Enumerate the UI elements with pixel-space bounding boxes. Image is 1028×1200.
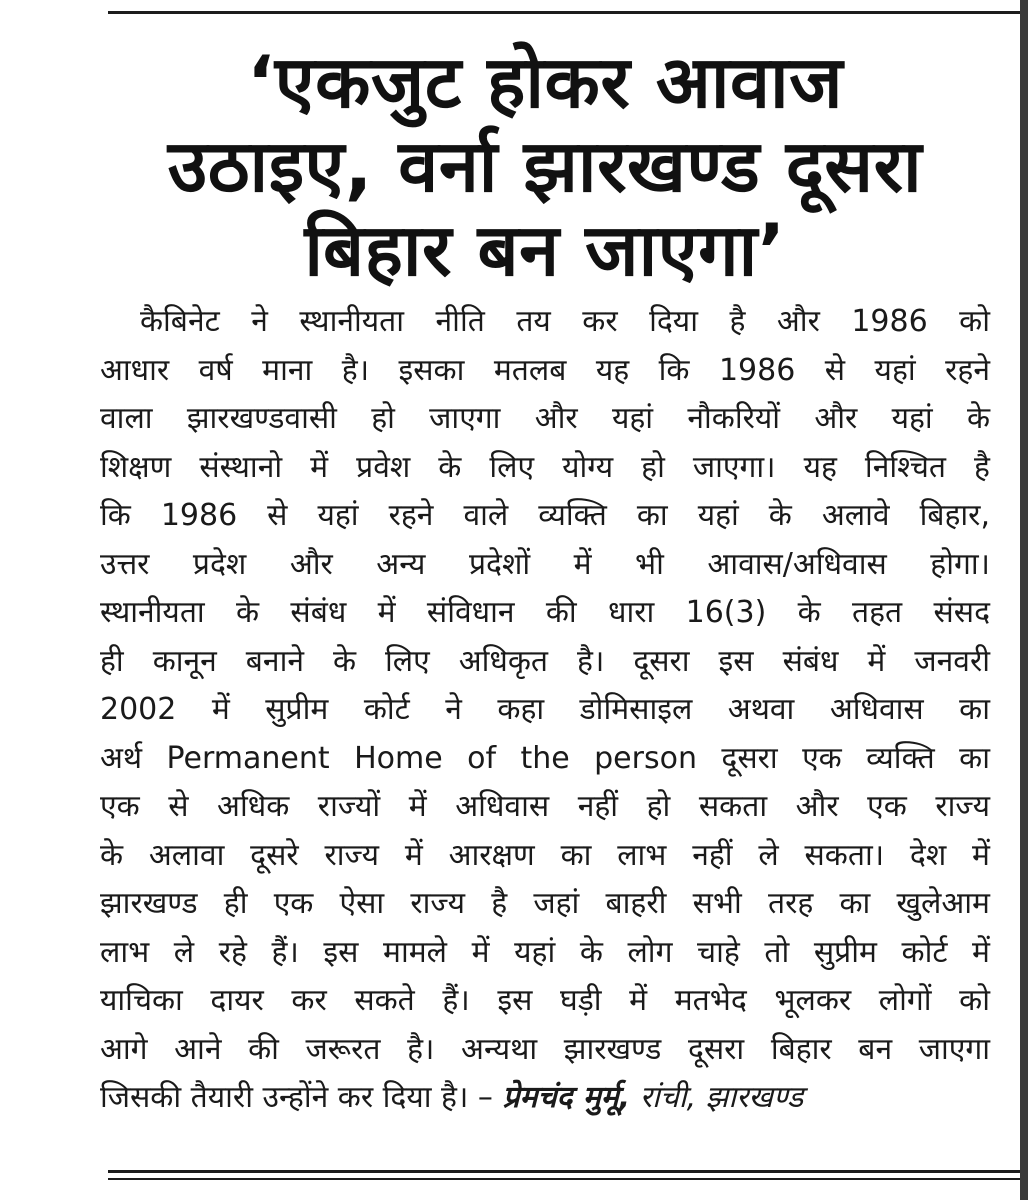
body-line: झारखण्ड ही एक ऐसा राज्य है जहां बाहरी सभी तरह का खुलेआम <box>100 886 990 921</box>
body-line: लाभ ले रहे हैं। इस मामले में यहां के लोग चाहे तो सुप्रीम कोर्ट में <box>100 934 990 970</box>
bottom-rule <box>108 1170 1020 1180</box>
body-line: स्थानीयता के संबंध में संविधान की धारा 16(3) के तहत संसद <box>100 595 990 630</box>
page-edge <box>1020 0 1028 1200</box>
body-line: वाला झारखण्डवासी हो जाएगा और यहां नौकरियों और यहां के <box>100 401 990 436</box>
byline-author: प्रेमचंद मुर्मू, <box>502 1080 631 1115</box>
body-line: के अलावा दूसरे राज्य में आरक्षण का लाभ नहीं ले सकता। देश में <box>100 837 990 873</box>
body-line: कि 1986 से यहां रहने वाले व्यक्ति का यहां के अलावे बिहार, <box>100 498 990 533</box>
body-line: आगे आने की जरूरत है। अन्यथा झारखण्ड दूसरा बिहार बन जाएगा <box>100 1031 990 1067</box>
article-body <box>100 298 990 1123</box>
body-final-text: जिसकी तैयारी उन्होंने कर दिया है। – <box>100 1080 493 1115</box>
headline-line: बिहार बन जाएगा’ <box>304 208 786 292</box>
top-rule <box>108 0 1028 14</box>
letter-article <box>100 40 990 1123</box>
body-line: अर्थ Permanent Home of the person दूसरा एक व्यक्ति का <box>100 740 990 776</box>
body-line: 2002 में सुप्रीम कोर्ट ने कहा डोमिसाइल अथवा अधिवास का <box>100 692 990 727</box>
body-line: एक से अधिक राज्यों में अधिवास नहीं हो सकता और एक राज्य <box>100 789 990 824</box>
headline-line: उठाइए, वर्ना झारखण्ड दूसरा <box>167 124 923 208</box>
body-line: ही कानून बनाने के लिए अधिकृत है। दूसरा इस संबंध में जनवरी <box>100 643 990 679</box>
byline-location: रांची, झारखण्ड <box>639 1080 804 1115</box>
body-line: शिक्षण संस्थानो में प्रवेश के लिए योग्य हो जाएगा। यह निश्चित है <box>100 449 990 485</box>
headline <box>100 40 990 292</box>
body-line: याचिका दायर कर सकते हैं। इस घड़ी में मतभेद भूलकर लोगों को <box>100 983 990 1018</box>
body-final-line <box>100 1074 990 1123</box>
body-line: आधार वर्ष माना है। इसका मतलब यह कि 1986 से यहां रहने <box>100 352 990 388</box>
body-line: उत्तर प्रदेश और अन्य प्रदेशों में भी आवास/अधिवास होगा। <box>100 546 990 582</box>
headline-line: ‘एकजुट होकर आवाज <box>246 40 844 124</box>
body-line: कैबिनेट ने स्थानीयता नीति तय कर दिया है और 1986 को <box>140 304 990 339</box>
